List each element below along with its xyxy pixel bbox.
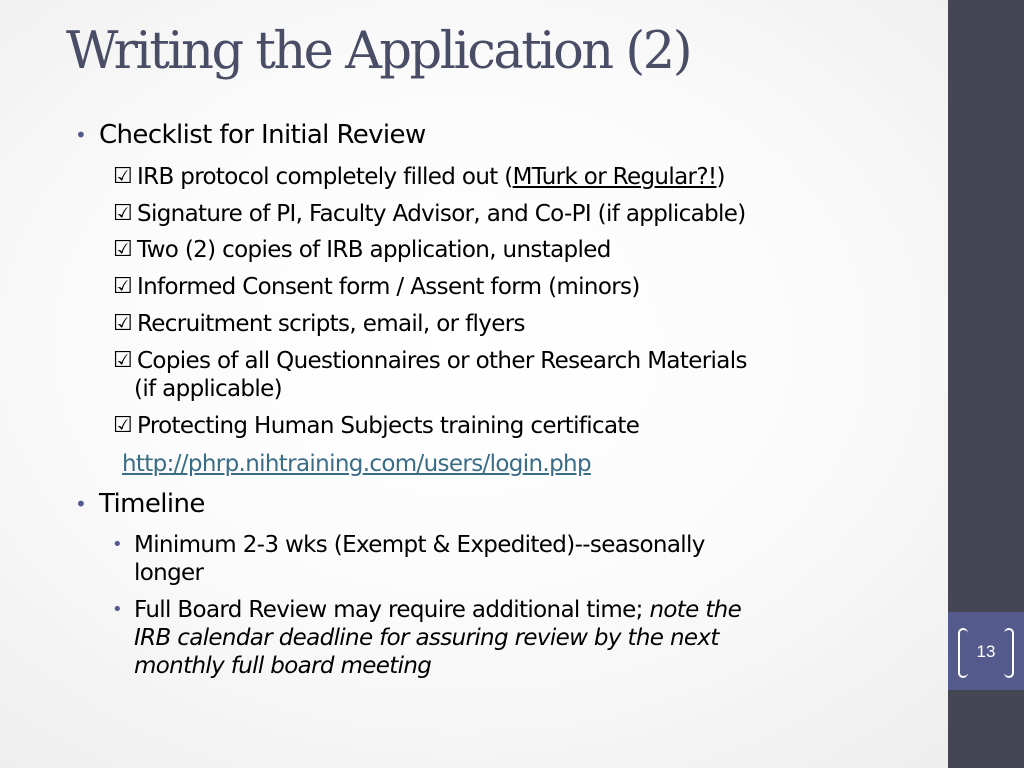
timeline-item-italic-text: note the xyxy=(649,597,742,623)
checklist-item: Two (2) copies of IRB application, unstapled xyxy=(137,237,611,263)
checklist-item: Recruitment scripts, email, or flyers xyxy=(137,311,525,337)
training-link-line xyxy=(122,450,591,479)
right-brace-icon xyxy=(1004,628,1014,678)
bullet-icon: • xyxy=(75,492,87,516)
checklist-item xyxy=(137,163,725,192)
checklist-item: Informed Consent form / Assent form (minors) xyxy=(137,274,640,300)
checkbox-checked-icon: ☑ xyxy=(113,164,133,189)
checkbox-checked-icon: ☑ xyxy=(113,201,133,226)
checklist-heading xyxy=(75,120,426,150)
checklist-item: Signature of PI, Faculty Advisor, and Co-PI (if applicable) xyxy=(137,201,746,227)
checklist-item-continuation: (if applicable) xyxy=(134,376,282,402)
timeline-heading-text: Timeline xyxy=(99,489,205,519)
checkbox-checked-icon: ☑ xyxy=(113,413,133,438)
timeline-item xyxy=(112,596,742,624)
page-number: 13 xyxy=(976,642,996,661)
bullet-icon: • xyxy=(112,599,122,620)
bullet-icon: • xyxy=(112,534,122,555)
slide-title: Writing the Application (2) xyxy=(66,22,691,81)
timeline-item-continuation: longer xyxy=(134,560,204,586)
mturk-or-regular-link[interactable]: MTurk or Regular?! xyxy=(512,164,717,190)
checkbox-checked-icon: ☑ xyxy=(113,237,133,262)
checkbox-checked-icon: ☑ xyxy=(113,348,133,373)
timeline-item-continuation: monthly full board meeting xyxy=(134,653,432,679)
checklist-item: Protecting Human Subjects training certificate xyxy=(137,413,640,439)
checklist-item-text-end: ) xyxy=(716,164,725,190)
page-number-box xyxy=(948,612,1024,690)
checkbox-checked-icon: ☑ xyxy=(113,274,133,299)
timeline-item-continuation: IRB calendar deadline for assuring review by the next xyxy=(134,625,719,651)
timeline-item-text: Minimum 2-3 wks (Exempt & Expedited)--seasonally xyxy=(134,532,705,558)
timeline-item xyxy=(112,531,705,559)
checklist-heading-text: Checklist for Initial Review xyxy=(99,120,426,150)
timeline-heading xyxy=(75,489,205,519)
timeline-item-text: Full Board Review may require additional time; xyxy=(134,597,650,623)
training-link[interactable]: http://phrp.nihtraining.com/users/login.php xyxy=(122,451,591,477)
checklist-item: Copies of all Questionnaires or other Research Materials xyxy=(137,348,747,374)
bullet-icon: • xyxy=(75,123,87,147)
checkbox-checked-icon: ☑ xyxy=(113,311,133,336)
checklist-item-text: IRB protocol completely filled out ( xyxy=(137,164,513,190)
